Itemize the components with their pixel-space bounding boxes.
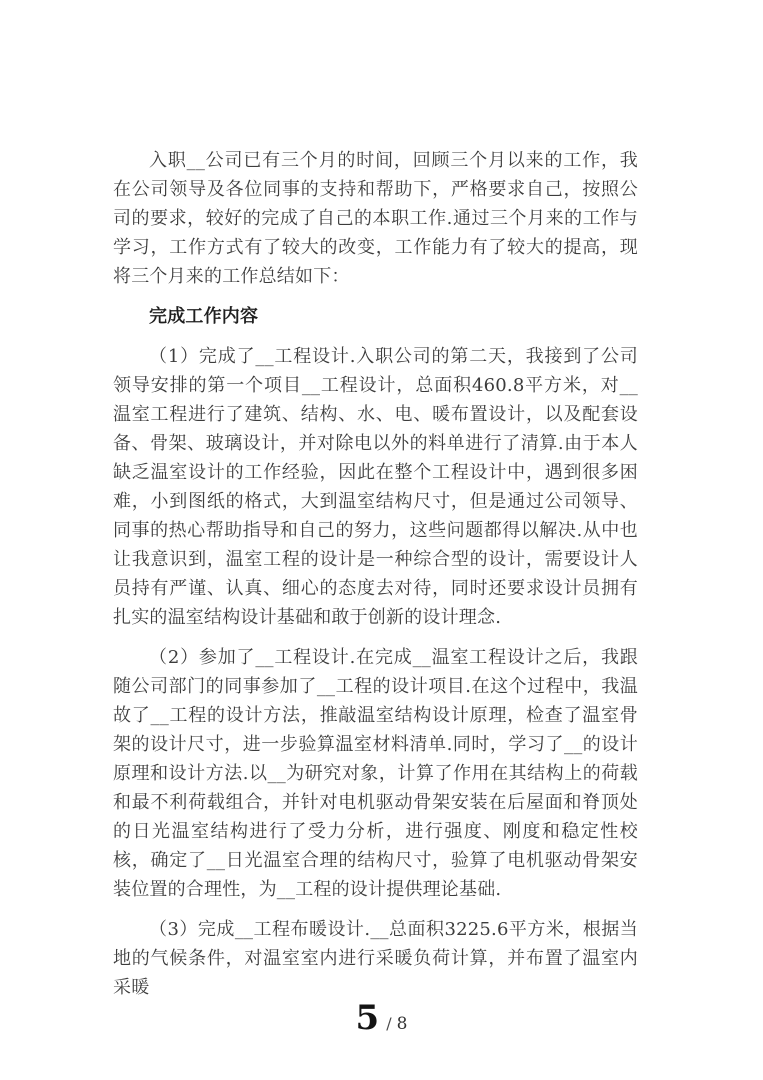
- section-heading: 完成工作内容: [149, 306, 259, 327]
- paragraph: 入职__公司已有三个月的时间，回顾三个月以来的工作，我在公司领导及各位同事的支持和帮助下，严格要求自己，按照公司的要求，较好的完成了自己的本职工作.通过三个月来的工作与学习，工作方式有了较大的改变，工作能力有了较大的提高，现将三个月来的工作总结如下：: [113, 150, 638, 287]
- page-number-separator: /: [386, 1014, 392, 1033]
- page-number-current: 5: [355, 998, 380, 1038]
- paragraph: （3）完成__工程布暖设计.__总面积3225.6平方米，根据当地的气候条件，对温室室内进行采暖负荷计算，并布置了温室内采暖: [113, 919, 638, 998]
- page-number-total: 8: [396, 1014, 408, 1034]
- paragraph: （2）参加了__工程设计.在完成__温室工程设计之后，我跟随公司部门的同事参加了__工程的设计项目.在这个过程中，我温故了__工程的设计方法，推敲温室结构设计原理，检查了温室骨架的设计尺寸，进一步验算温室材料清单.同时，学习了__的设计原理和设计方法.以__为研究对象，计算了作用在其结构上的荷载和最不利荷载组合，并针对电机驱动骨架安装在后屋面和脊顶处的日光温室结构进行了受力分析，进行强度、刚度和稳定性校核，确定了__日光温室合理的结构尺寸，验算了电机驱动骨架安装位置的合理性，为__工程的设计提供理论基础.: [113, 647, 638, 900]
- document-body: [113, 146, 638, 1002]
- page-footer: [0, 998, 763, 1038]
- paragraph: （1）完成了__工程设计.入职公司的第二天，我接到了公司领导安排的第一个项目__工程设计，总面积460.8平方米，对__温室工程进行了建筑、结构、水、电、暖布置设计，以及配套设备、骨架、玻璃设计，并对除电以外的料单进行了清算.由于本人缺乏温室设计的工作经验，因此在整个工程设计中，遇到很多困难，小到图纸的格式，大到温室结构尺寸，但是通过公司领导、同事的热心帮助指导和自己的努力，这些问题都得以解决.从中也让我意识到，温室工程的设计是一种综合型的设计，需要设计人员持有严谨、认真、细心的态度去对待，同时还要求设计员拥有扎实的温室结构设计基础和敢于创新的设计理念.: [113, 346, 638, 628]
